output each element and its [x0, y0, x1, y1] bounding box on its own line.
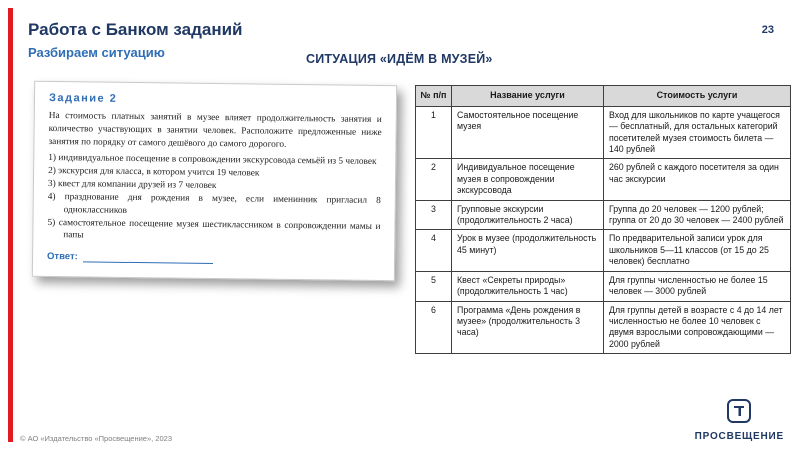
- service-name: Урок в музее (продолжительность 45 минут): [452, 230, 604, 271]
- row-number: 3: [416, 200, 452, 230]
- row-number: 6: [416, 301, 452, 354]
- service-name: Групповые экскурсии (продолжительность 2 часа): [452, 200, 604, 230]
- table-row: [416, 159, 791, 200]
- task-label: Задание 2: [48, 91, 118, 105]
- answer-label: Ответ:: [46, 251, 78, 263]
- row-number: 4: [416, 230, 452, 271]
- task-body-text: На стоимость платных занятий в музее влияет продолжительность занятия и количество участвующих в занятии человек. Расположите предложенные ниже занятия по порядку от самого дешёвого до самого дорогого.: [48, 110, 382, 150]
- service-cost: Группа до 20 человек — 1200 рублей; группа от 20 до 30 человек — 2400 рублей: [604, 200, 791, 230]
- page-title: Работа с Банком заданий: [28, 20, 243, 39]
- table-row: [416, 200, 791, 230]
- header-number: № п/п: [416, 86, 452, 107]
- answer-row: [47, 251, 380, 266]
- service-cost: По предварительной записи урок для школьников 5—11 классов (от 15 до 25 человек) бесплатно: [604, 230, 791, 271]
- task-card: [32, 81, 397, 282]
- table-row: [416, 230, 791, 271]
- task-option-5: 5) самостоятельное посещение музея шестиклассником в сопровождении мамы и папы: [47, 217, 381, 241]
- publisher-logo-icon: [727, 399, 751, 428]
- service-name: Программа «День рождения в музее» (продолжительность 3 часа): [452, 301, 604, 354]
- left-accent-stripe: [8, 8, 13, 442]
- publisher-logo: [695, 399, 784, 442]
- task-option-4: 4) празднование дня рождения в музее, если именинник пригласил 8 одноклассников: [47, 191, 381, 216]
- service-name: Индивидуальное посещение музея в сопровождении экскурсовода: [452, 159, 604, 200]
- header-service-cost: Стоимость услуги: [604, 86, 791, 107]
- answer-blank-line: [83, 254, 213, 265]
- service-cost: 260 рублей с каждого посетителя за один час экскурсии: [604, 159, 791, 200]
- table-header-row: [416, 86, 791, 107]
- table-row: [416, 106, 791, 159]
- task-option-2: 2) экскурсия для класса, в котором учится 19 человек: [48, 166, 260, 179]
- page-subtitle: Разбираем ситуацию: [28, 45, 165, 60]
- service-name: Квест «Секреты природы» (продолжительность 1 час): [452, 271, 604, 301]
- row-number: 5: [416, 271, 452, 301]
- task-option-1: 1) индивидуальное посещение в сопровождении экскурсовода семьёй из 5 человек: [48, 153, 377, 168]
- task-options-list: [47, 152, 381, 246]
- copyright-text: © АО «Издательство «Просвещение», 2023: [20, 434, 172, 443]
- header-service-name: Название услуги: [452, 86, 604, 107]
- service-cost: Вход для школьников по карте учащегося — бесплатный, для остальных категорий посетителей музея стоимость билета — 140 рублей: [604, 106, 791, 159]
- table-row: [416, 301, 791, 354]
- service-name: Самостоятельное посещение музея: [452, 106, 604, 159]
- service-cost: Для группы детей в возрасте с 4 до 14 лет численностью не более 10 человек с двумя взрослыми сопровождающими — 2000 рублей: [604, 301, 791, 354]
- situation-heading: СИТУАЦИЯ «ИДЁМ В МУЗЕЙ»: [306, 52, 493, 66]
- table-row: [416, 271, 791, 301]
- row-number: 1: [416, 106, 452, 159]
- service-cost: Для группы численностью не более 15 человек — 3000 рублей: [604, 271, 791, 301]
- publisher-wordmark: ПРОСВЕЩЕНИЕ: [694, 431, 784, 442]
- services-price-table: [415, 85, 791, 354]
- slide-page-number: 23: [761, 24, 774, 36]
- row-number: 2: [416, 159, 452, 200]
- task-option-3: 3) квест для компании друзей из 7 человек: [47, 179, 217, 192]
